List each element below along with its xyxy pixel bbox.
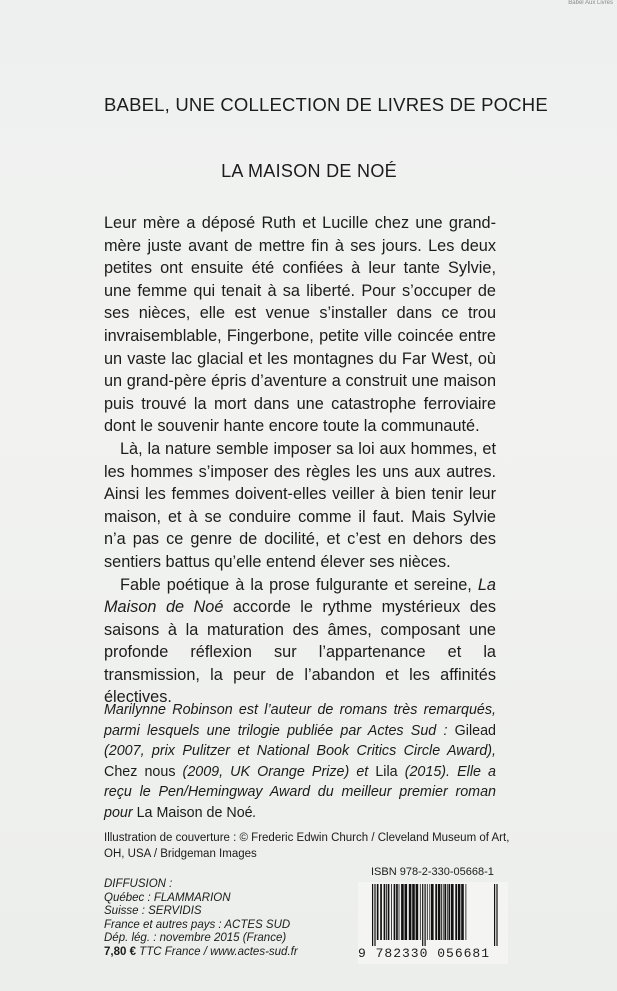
- barcode-bar: [429, 884, 430, 940]
- barcode-bar: [427, 884, 428, 940]
- barcode-bar: [396, 884, 398, 940]
- synopsis-text: Fable poétique à la prose fulgurante et sereine,: [120, 575, 478, 594]
- barcode-bar: [441, 884, 442, 940]
- collection-heading: BABEL, UNE COLLECTION DE LIVRES DE POCHE: [104, 94, 548, 115]
- author-bio-text: .: [252, 804, 257, 821]
- barcode-bar: [458, 884, 461, 940]
- author-bio-text: (2007, prix Pulitzer et National Book Critics Circle Award),: [104, 743, 496, 759]
- synopsis-paragraph-1: Leur mère a déposé Ruth et Lucille chez une grand-mère juste avant de mettre fin à ses jours. Les deux petites ont ensuite été confiées à leur tante Sylvie, une femme qui tenait à sa liberté. Pour s’occuper de ses nièces, elle est venue s’installer dans ce trou invraisemblable, Fingerbone, petite ville coincée entre un vaste lac glacial et les montagnes du Far West, où un grand-père épris d’aventure a construit une maison puis trouvé la mort dans une catastrophe ferroviaire dont le souvenir hante encore toute la communauté.: [104, 214, 496, 436]
- barcode-bar: [420, 884, 421, 940]
- diffusion-line: France et autres pays : ACTES SUD: [104, 918, 291, 931]
- barcode-bar: [391, 884, 392, 940]
- barcode-bar: [451, 884, 454, 940]
- barcode-number: 9 782330 056681: [358, 946, 491, 961]
- synopsis-paragraph-3: [104, 574, 496, 710]
- barcode-bar: [384, 884, 386, 940]
- diffusion-line: Suisse : SERVIDIS: [104, 905, 202, 918]
- barcode-bar: [372, 884, 373, 946]
- barcode-bar: [374, 884, 375, 946]
- barcode-bar: [435, 884, 437, 940]
- barcode-bar: [377, 884, 379, 940]
- synopsis: [104, 212, 496, 709]
- book-title-italic: La Maison de Noé: [104, 575, 496, 617]
- diffusion-heading: DIFFUSION :: [104, 878, 173, 890]
- book-title: LA MAISON DE NOÉ: [221, 161, 397, 181]
- barcode-bar: [405, 884, 408, 940]
- price-line: [104, 946, 344, 960]
- barcode-bar: [412, 884, 415, 940]
- barcode-bars: [358, 882, 508, 946]
- diffusion-line: Dép. lég. : novembre 2015 (France): [104, 932, 287, 945]
- barcode-bar: [466, 884, 467, 940]
- book-la-maison-de-noe: La Maison de Noé: [136, 804, 253, 821]
- illustration-credit: Illustration de couverture : © Frederic Edwin Church / Cleveland Museum of Art, OH, USA / Bridgeman Images: [104, 832, 510, 860]
- isbn: ISBN 978-2-330-05668-1: [371, 866, 494, 878]
- author-bio: [104, 700, 496, 823]
- barcode-bar: [399, 884, 400, 940]
- diffusion-line: Québec : FLAMMARION: [104, 891, 231, 904]
- barcode-bar: [494, 884, 495, 946]
- book-lila: Lila: [375, 763, 398, 780]
- barcode-bar: [416, 884, 419, 940]
- barcode-bar: [461, 884, 464, 940]
- diffusion-block: [104, 878, 344, 960]
- barcode-bar: [386, 884, 387, 940]
- barcode-bar: [401, 884, 404, 940]
- author-bio-text: Marilynne Robinson est l’auteur de romans très remarqués, parmi lesquels une trilogie publiée par Actes Sud :: [104, 702, 496, 739]
- barcode-bar: [431, 884, 434, 940]
- price: 7,80 €: [104, 945, 136, 958]
- barcode-bar: [438, 884, 441, 940]
- author-bio-text: (2009, UK Orange Prize) et: [175, 763, 376, 780]
- barcode-bar: [443, 884, 444, 940]
- barcode-bar: [394, 884, 396, 940]
- barcode-bar: [425, 884, 426, 946]
- price-info: TTC France / www.actes-sud.fr: [135, 945, 298, 958]
- book-gilead: Gilead: [454, 722, 496, 739]
- barcode-bar: [455, 884, 457, 940]
- barcode-bar: [422, 884, 423, 946]
- barcode-bar: [449, 884, 451, 940]
- corner-label: Babel Aux Livres: [568, 0, 613, 6]
- barcode-bar: [444, 884, 446, 940]
- barcode-bar: [447, 884, 448, 940]
- synopsis-paragraph-2: Là, la nature semble imposer sa loi aux hommes, et les hommes s’imposer des règles les uns aux autres. Ainsi les femmes doivent-elles veiller à bien tenir leur maison, et à se conduire comme il faut. Mais Sylvie n’a pas ce genre de docilité, et c’est en dehors des sentiers battus qu’elle entend élever ses nièces.: [104, 439, 496, 571]
- synopsis-text: accorde le rythme mystérieux des saisons à la maturation des âmes, composant une profonde réflexion sur l’appartenance et la transmission, la peur de l’abandon et les affinités électives.: [104, 598, 496, 707]
- barcode-bar: [496, 884, 497, 946]
- barcode-bar: [409, 884, 412, 940]
- barcode-bar: [388, 884, 390, 940]
- barcode-bar: [380, 884, 382, 940]
- author-bio-text: (2015). Elle a reçu le Pen/Hemingway Award du meilleur premier roman pour: [104, 763, 496, 821]
- book-chez-nous: Chez nous: [104, 763, 176, 780]
